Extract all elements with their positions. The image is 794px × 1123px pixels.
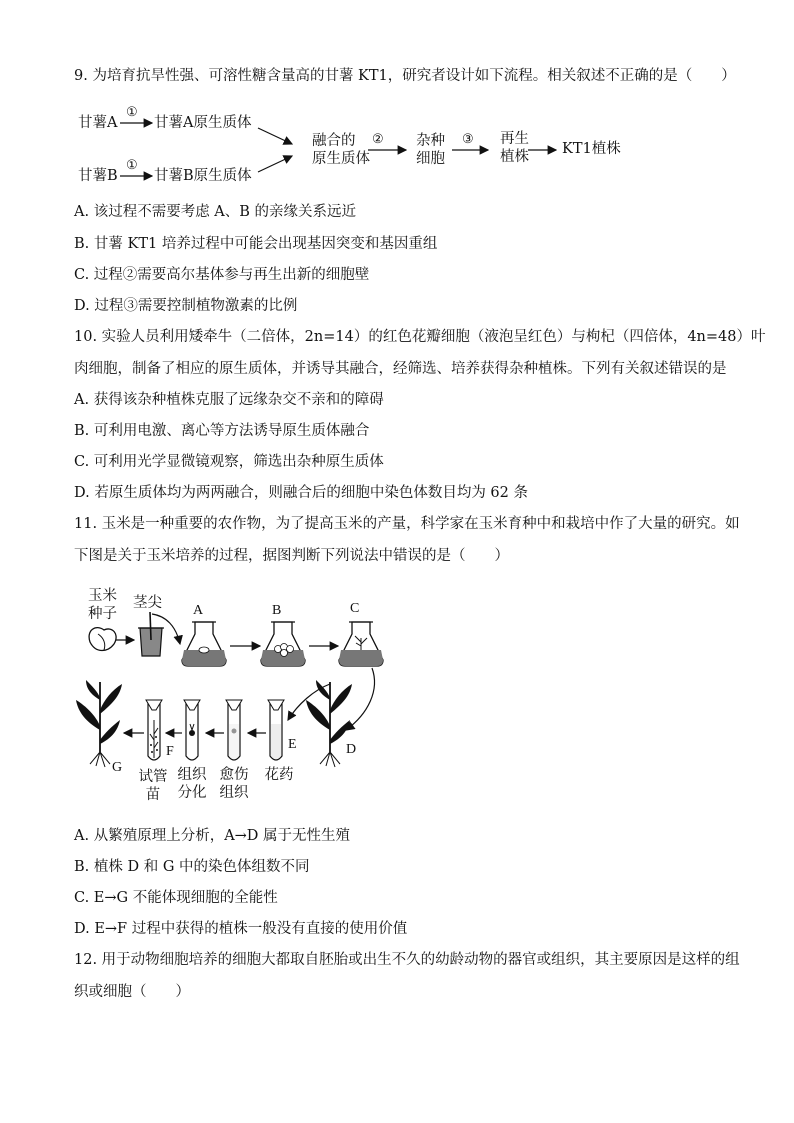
label-e: E (288, 737, 297, 752)
label-c: C (350, 601, 360, 616)
q11-option-d: D. E→F 过程中获得的植株一般没有直接的使用价值 (74, 921, 408, 937)
flow-proto-a: 甘薯A原生质体 (154, 115, 252, 131)
flow-regen-1: 再生 (500, 131, 529, 147)
tube-label-differentiation: 组织分化 (177, 767, 207, 801)
tip-label: 茎尖 (133, 595, 162, 611)
q10-option-b: B. 可利用电激、离心等方法诱导原生质体融合 (74, 423, 370, 439)
q10-stem-2: 肉细胞，制备了相应的原生质体，并诱导其融合，经筛选、培养获得杂种植株。下列有关叙述错误的是 (74, 361, 727, 377)
q9-option-b: B. 甘薯 KT1 培养过程中可能会出现基因突变和基因重组 (74, 236, 438, 252)
tube-differentiation-icon (184, 700, 200, 760)
flow-fused-1: 融合的 (312, 133, 356, 149)
q11-stem-1: 11. 玉米是一种重要的农作物，为了提高玉米的产量，科学家在玉米育种中和栽培中作了大量的研究。如 (74, 516, 740, 532)
flow-hybrid-2: 细胞 (416, 151, 445, 167)
seed-icon (89, 628, 116, 651)
q11-stem-2: 下图是关于玉米培养的过程，据图判断下列说法中错误的是（ ） (74, 548, 509, 564)
flow-step1-top: ① (126, 105, 138, 120)
seed-label-2: 种子 (88, 606, 117, 622)
q10-option-d: D. 若原生质体均为两两融合，则融合后的细胞中染色体数目均为 62 条 (74, 485, 528, 501)
tube-label-anther: 花药 (264, 767, 294, 783)
q11-option-b: B. 植株 D 和 G 中的染色体组数不同 (74, 859, 310, 875)
label-a: A (193, 603, 204, 618)
label-d: D (346, 742, 357, 757)
tube-label-seedling: 试管苗 (138, 769, 168, 803)
flow-regen-2: 植株 (500, 149, 529, 165)
flow-kt1: KT1植株 (562, 141, 621, 157)
tube-label-callus: 愈伤组织 (219, 767, 249, 801)
q9-stem: 9. 为培育抗旱性强、可溶性糖含量高的甘薯 KT1，研究者设计如下流程。相关叙述不正确的是（ ） (74, 68, 736, 84)
q10-option-c: C. 可利用光学显微镜观察，筛选出杂种原生质体 (74, 454, 384, 470)
q9-option-a: A. 该过程不需要考虑 A、B 的亲缘关系远近 (74, 204, 357, 220)
flow-sweet-a: 甘薯A (78, 115, 118, 131)
q10-stem-1: 10. 实验人员利用矮牵牛（二倍体，2n=14）的红色花瓣细胞（液泡呈红色）与枸杞（四倍体，4n=48）叶 (74, 329, 766, 345)
flow-hybrid-1: 杂种 (416, 133, 445, 149)
stem-tip-cup-icon (138, 612, 164, 656)
flow-step3: ③ (462, 132, 474, 147)
tube-seedling-icon (146, 700, 162, 760)
label-f: F (166, 744, 174, 759)
flask-a-icon (182, 622, 226, 666)
flow-step2: ② (372, 132, 384, 147)
q12-stem-2: 织或细胞（ ） (74, 984, 190, 1000)
label-g: G (112, 760, 123, 775)
label-b: B (272, 603, 282, 618)
flask-b-icon (261, 622, 305, 666)
tube-anther-icon (268, 700, 284, 760)
flow-step1-bottom: ① (126, 158, 138, 173)
q12-stem-1: 12. 用于动物细胞培养的细胞大都取自胚胎或出生不久的幼龄动物的器官或组织，其主要原因是这样的组 (74, 952, 740, 968)
q11-option-a: A. 从繁殖原理上分析，A→D 属于无性生殖 (74, 828, 351, 844)
q9-option-d: D. 过程③需要控制植物激素的比例 (74, 298, 298, 314)
q10-option-a: A. 获得该杂种植株克服了远缘杂交不亲和的障碍 (74, 392, 384, 408)
flask-c-icon (339, 622, 383, 666)
tube-callus-icon (226, 700, 242, 760)
q9-option-c: C. 过程②需要高尔基体参与再生出新的细胞壁 (74, 267, 370, 283)
plant-g-icon (76, 680, 122, 767)
seed-label-1: 玉米 (88, 588, 117, 604)
flow-fused-2: 原生质体 (312, 151, 370, 167)
flow-sweet-b: 甘薯B (78, 168, 118, 184)
q11-option-c: C. E→G 不能体现细胞的全能性 (74, 890, 278, 906)
flow-proto-b: 甘薯B原生质体 (154, 168, 252, 184)
